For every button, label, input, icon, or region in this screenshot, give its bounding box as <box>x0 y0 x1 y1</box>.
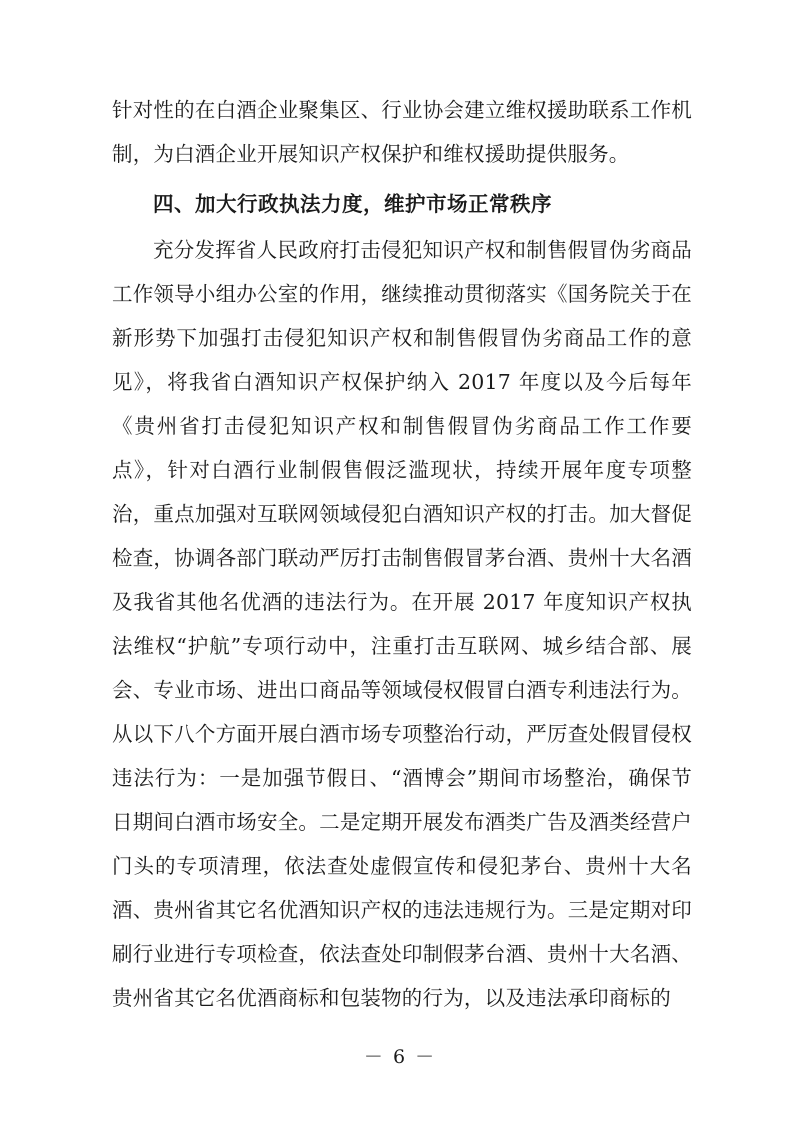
document-body <box>112 88 692 1020</box>
section-heading: 四、加大行政执法力度，维护市场正常秩序 <box>153 192 552 216</box>
page-number: － 6 － <box>363 1046 437 1068</box>
paragraph-main: 充分发挥省人民政府打击侵犯知识产权和制售假冒伪劣商品工作领导小组办公室的作用，继续推动贯彻落实《国务院关于在新形势下加强打击侵犯知识产权和制售假冒伪劣商品工作的意见》，将我省白酒知识产权保护纳入 2017 年度以及今后每年《贵州省打击侵犯知识产权和制售假冒伪劣商品工作工作要点》，针对白酒行业制假售假泛滥现状，持续开展年度专项整治，重点加强对互联网领域侵犯白酒知识产权的打击。加大督促检查，协调各部门联动严厉打击制售假冒茅台酒、贵州十大名酒及我省其他名优酒的违法行为。在开展 2017 年度知识产权执法维权“护航”专项行动中，注重打击互联网、城乡结合部、展会、专业市场、进出口商品等领域侵权假冒白酒专利违法行为。从以下八个方面开展白酒市场专项整治行动，严厉查处假冒侵权违法行为：一是加强节假日、“酒博会”期间市场整治，确保节日期间白酒市场安全。二是定期开展发布酒类广告及酒类经营户门头的专项清理，依法查处虚假宣传和侵犯茅台、贵州十大名酒、贵州省其它名优酒知识产权的违法违规行为。三是定期对印刷行业进行专项检查，依法查处印制假茅台酒、贵州十大名酒、贵州省其它名优酒商标和包装物的行为，以及违法承印商标的 <box>112 238 692 1010</box>
page-footer <box>0 1042 800 1069</box>
paragraph-continued: 针对性的在白酒企业聚集区、行业协会建立维权援助联系工作机制，为白酒企业开展知识产权保护和维权援助提供服务。 <box>112 98 692 166</box>
